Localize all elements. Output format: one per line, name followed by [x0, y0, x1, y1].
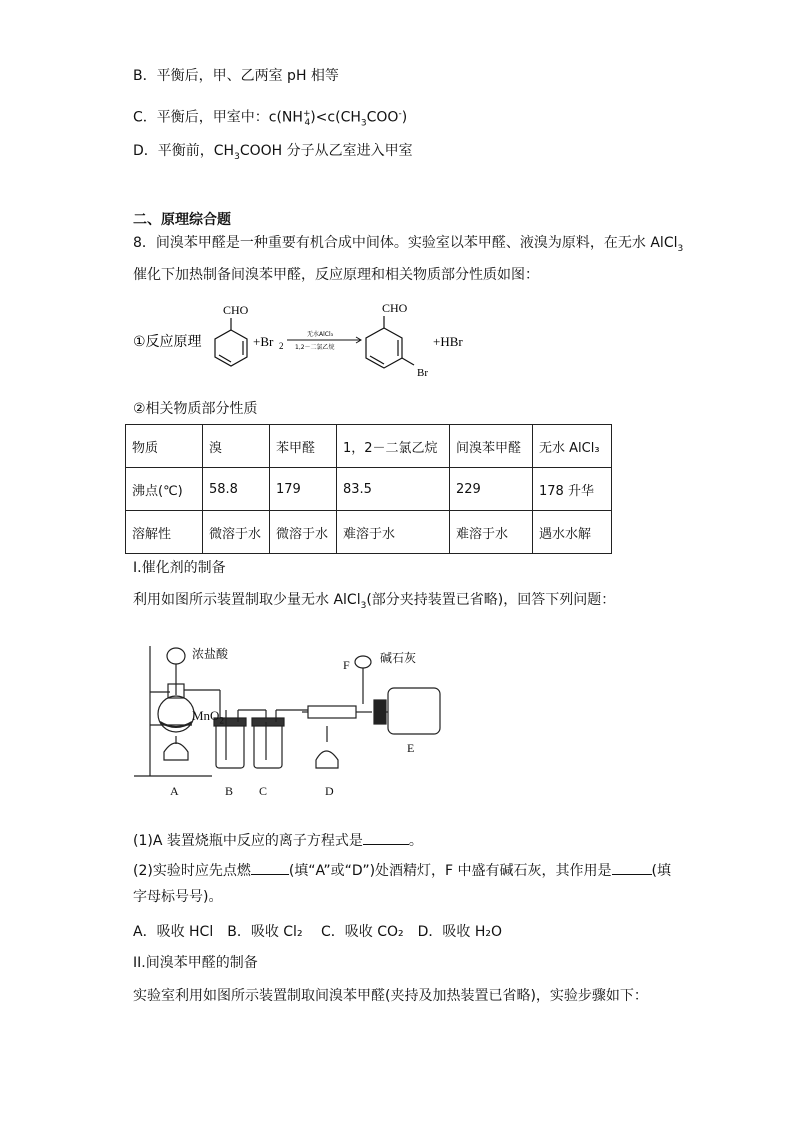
cho-label-2: CHO: [382, 301, 408, 315]
condition-top: 无水AlCl₃: [307, 331, 334, 338]
table-cell: 微溶于水: [270, 511, 337, 554]
condition-bottom: 1,2－二氯乙烷: [295, 344, 335, 351]
q8-line1: 8．间溴苯甲醛是一种重要有机合成中间体。实验室以苯甲醛、液溴为原料，在无水 AlCl$_3$: [133, 235, 684, 254]
table-cell: 间溴苯甲醛: [450, 425, 533, 468]
mno2-label: MnO$_2$: [192, 708, 224, 726]
label-b: B: [225, 784, 234, 798]
table-cell: 微溶于水: [203, 511, 270, 554]
choices: A．吸收 HCl B．吸收 Cl₂ C．吸收 CO₂ D．吸收 H₂O: [133, 924, 503, 940]
table-cell: 58.8: [203, 468, 270, 511]
label-c: C: [259, 784, 268, 798]
part1-title: I.催化剂的制备: [133, 560, 226, 576]
br-label: Br: [417, 367, 428, 379]
question-2: (2)实验时应先点燃 (填“A”或“D”)处酒精灯，F 中盛有碱石灰，其作用是 (填: [133, 860, 671, 881]
hbr-product: +HBr: [433, 334, 463, 349]
table-cell: 溴: [203, 425, 270, 468]
part2-title: II.间溴苯甲醛的制备: [133, 955, 258, 971]
answer-blank[interactable]: [251, 860, 289, 875]
label-a: A: [170, 784, 179, 798]
f-label: F: [343, 658, 350, 672]
soda-lime-label: 碱石灰: [380, 651, 417, 665]
table-cell: 沸点(℃): [126, 468, 203, 511]
section-title: 二、原理综合题: [133, 212, 231, 228]
table-cell: 无水 AlCl₃: [533, 425, 612, 468]
option-d: D．平衡前，$CH_3COOH$ 分子从乙室进入甲室: [133, 143, 413, 162]
table-cell: 难溶于水: [337, 511, 450, 554]
part2-intro: 实验室利用如图所示装置制取间溴苯甲醛(夹持及加热装置已省略)，实验步骤如下：: [133, 988, 648, 1004]
table-cell: 178 升华: [533, 468, 612, 511]
table-cell: 溶解性: [126, 511, 203, 554]
table-cell: 83.5: [337, 468, 450, 511]
table-cell: 物质: [126, 425, 203, 468]
table-cell: 1，2－二氯乙烷: [337, 425, 450, 468]
option-c: C．平衡后，甲室中：$c(NH^+_4)<c(CH_3COO^-)$: [133, 109, 408, 129]
question-1: (1)A 装置烧瓶中反应的离子方程式是 。: [133, 830, 423, 851]
table-cell: 遇水水解: [533, 511, 612, 554]
answer-blank[interactable]: [612, 860, 652, 875]
reaction-label: ①反应原理: [133, 334, 202, 350]
br2-sub: 2: [279, 341, 284, 351]
part1-intro: 利用如图所示装置制取少量无水 AlCl$_3$(部分夹持装置已省略)，回答下列问题：: [133, 592, 616, 611]
reaction-scheme: [125, 298, 485, 384]
q8-line2: 催化下加热制备间溴苯甲醛，反应原理和相关物质部分性质如图：: [133, 267, 539, 283]
table-cell: 229: [450, 468, 533, 511]
table-cell: 难溶于水: [450, 511, 533, 554]
table-row: [126, 468, 612, 511]
br2-reagent: +Br: [253, 334, 274, 349]
label-e: E: [407, 741, 415, 755]
benzaldehyde-structure: [215, 318, 247, 366]
table-cell: 179: [270, 468, 337, 511]
hcl-label: 浓盐酸: [192, 647, 229, 661]
table-row: [126, 425, 612, 468]
properties-table: [125, 424, 612, 554]
bromobenzaldehyde-structure: [366, 316, 414, 368]
question-2-cont: 字母标号号)。: [133, 889, 223, 905]
cho-label-1: CHO: [223, 303, 249, 317]
option-b: B．平衡后，甲、乙两室 pH 相等: [133, 68, 339, 84]
table-row: [126, 511, 612, 554]
label-d: D: [325, 784, 334, 798]
answer-blank[interactable]: [363, 830, 409, 845]
props-label: ②相关物质部分性质: [133, 401, 258, 417]
table-cell: 苯甲醛: [270, 425, 337, 468]
